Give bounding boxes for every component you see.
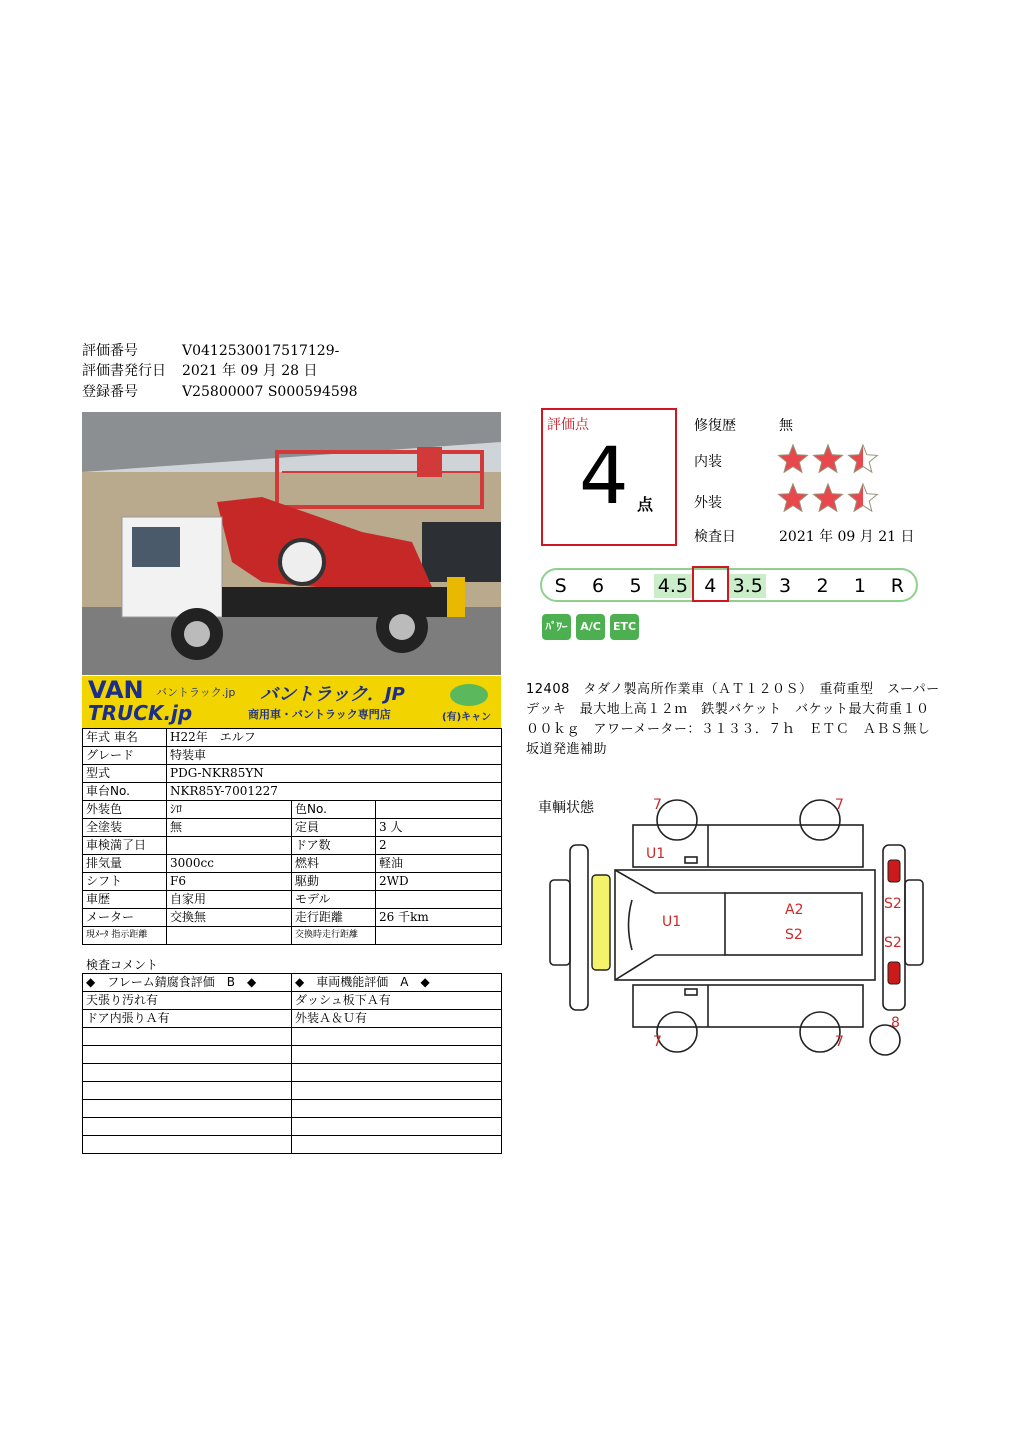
spec-row — [83, 819, 502, 837]
spec-key: 車検満了日 — [83, 837, 167, 855]
inspection-right — [292, 1100, 502, 1118]
inspection-right — [292, 1082, 502, 1100]
mascot-icon — [450, 684, 488, 706]
banner-headline: バントラック．JP — [260, 684, 405, 705]
banner-subtitle: 商用車・バントラック専門店 — [248, 708, 391, 721]
repair-label: 修復歴 — [694, 418, 736, 434]
inspection-left — [83, 1064, 292, 1082]
interior-star-fill-1 — [814, 445, 843, 472]
exterior-star-fill-1 — [814, 484, 843, 511]
spec-key: メーター — [83, 909, 167, 927]
spec-value: H22年 エルフ — [167, 729, 502, 747]
spec-value — [376, 801, 502, 819]
inspection-row — [83, 1064, 502, 1082]
registration-label: 登録番号 — [82, 384, 138, 400]
spec-value — [167, 927, 292, 945]
mark-tire-rear-left: 7 — [653, 1034, 662, 1050]
inspection-right — [292, 1064, 502, 1082]
inspection-right — [292, 1136, 502, 1154]
inspection-row — [83, 1082, 502, 1100]
badge-1: A/C — [576, 614, 605, 640]
spec-key: シフト — [83, 873, 167, 891]
badge-2: ETC — [610, 614, 639, 640]
spec-row — [83, 891, 502, 909]
inspection-table — [82, 973, 502, 1154]
interior-star-fill-0 — [779, 445, 808, 472]
spec-row — [83, 729, 502, 747]
scale-grade-1: 1 — [853, 575, 866, 597]
inspection-right — [292, 1028, 502, 1046]
spec-row — [83, 837, 502, 855]
vehicle-description: 12408 タダノ製高所作業車（ＡＴ１２０Ｓ） 重荷重型 スーパーデッキ 最大地上高１２ｍ 鉄製バケット バケット最大荷重１０００ｋｇ アワーメーター：３１３３．７ｈ ＥＴＣ ＡＢＳ無し 坂道発進補助 — [526, 682, 944, 757]
mark-cab: U1 — [662, 914, 682, 930]
spec-key: 色No. — [292, 801, 376, 819]
inspection-right: 外装Ａ＆Ｕ有 — [292, 1010, 502, 1028]
inspection-right: ダッシュ板下Ａ有 — [292, 992, 502, 1010]
spec-value: 特装車 — [167, 747, 502, 765]
spec-row — [83, 765, 502, 783]
exterior-star-fill-0 — [779, 484, 808, 511]
mark-spare: 8 — [891, 1015, 900, 1031]
badge-0: ﾊﾟﾜｰ — [542, 614, 571, 640]
inspect-date: 2021 年 09 月 21 日 — [779, 529, 915, 545]
spec-key: 走行距離 — [292, 909, 376, 927]
eval-number: V0412530017517129- — [182, 343, 340, 359]
spec-key: 型式 — [83, 765, 167, 783]
spec-key: 現ﾒｰﾀ 指示距離 — [83, 927, 167, 945]
banner-company: (有)キャン — [442, 712, 492, 723]
mark-bed-2: S2 — [785, 927, 803, 943]
banner-logo-url: バントラック.jp — [156, 686, 236, 699]
vehicle-diagram — [540, 790, 930, 1065]
spec-key: 車台No. — [83, 783, 167, 801]
spec-value: F6 — [167, 873, 292, 891]
spec-value: 軽油 — [376, 855, 502, 873]
grade-scale — [540, 568, 918, 602]
mark-tire-front-right: 7 — [835, 797, 844, 813]
spec-row — [83, 909, 502, 927]
inspection-row — [83, 1010, 502, 1028]
spec-key: ドア数 — [292, 837, 376, 855]
inspection-right — [292, 1046, 502, 1064]
scale-grade-5: 5 — [629, 575, 642, 597]
inspection-title: 検査コメント — [86, 958, 159, 972]
score-unit: 点 — [637, 495, 654, 514]
banner-logo-top: VAN — [88, 676, 144, 704]
spec-key: 車歴 — [83, 891, 167, 909]
spec-key: 排気量 — [83, 855, 167, 873]
spec-key: 駆動 — [292, 873, 376, 891]
spec-key: 外装色 — [83, 801, 167, 819]
inspection-left: 天張り汚れ有 — [83, 992, 292, 1010]
issue-date-label: 評価書発行日 — [82, 363, 166, 379]
spec-value: 自家用 — [167, 891, 292, 909]
frame-rating: ◆ フレーム錆腐食評価 B ◆ — [83, 974, 292, 992]
spec-key: モデル — [292, 891, 376, 909]
inspection-row — [83, 992, 502, 1010]
mark-bed-1: A2 — [785, 902, 804, 918]
spec-row — [83, 873, 502, 891]
inspection-right — [292, 1118, 502, 1136]
spec-value: 2 — [376, 837, 502, 855]
mark-rear-1: S2 — [884, 896, 902, 912]
inspection-row — [83, 1118, 502, 1136]
inspection-left — [83, 1136, 292, 1154]
inspection-left — [83, 1118, 292, 1136]
inspect-date-label: 検査日 — [694, 529, 736, 545]
spec-key: 年式 車名 — [83, 729, 167, 747]
scale-grade-6: 6 — [592, 575, 605, 597]
spec-key: グレード — [83, 747, 167, 765]
scale-grade-4.5: 4.5 — [654, 574, 691, 598]
inspection-left — [83, 1082, 292, 1100]
spec-value: 無 — [167, 819, 292, 837]
spec-table — [82, 728, 502, 945]
inspection-row — [83, 1100, 502, 1118]
issue-date-row — [82, 360, 318, 380]
spec-value: 2WD — [376, 873, 502, 891]
score-box — [541, 408, 677, 546]
spec-key: 交換時走行距離 — [292, 927, 376, 945]
scale-grade-3: 3 — [779, 575, 792, 597]
registration-number: V25800007 S000594598 — [182, 384, 358, 400]
diagram-title: 車輌状態 — [538, 800, 594, 816]
inspection-row — [83, 1046, 502, 1064]
spec-row — [83, 927, 502, 945]
score-label: 評価点 — [547, 417, 589, 433]
spec-row — [83, 747, 502, 765]
mark-rear-2: S2 — [884, 935, 902, 951]
scale-grade-S: S — [554, 575, 567, 597]
function-rating: ◆ 車両機能評価 A ◆ — [292, 974, 502, 992]
spec-key: 定員 — [292, 819, 376, 837]
repair-value: 無 — [779, 418, 793, 434]
banner-logo-bottom: TRUCK.jp — [88, 701, 193, 725]
scale-grade-R: R — [890, 575, 904, 597]
exterior-stars — [776, 482, 884, 516]
mark-door: U1 — [646, 846, 666, 862]
spec-value: 3000cc — [167, 855, 292, 873]
spec-row — [83, 801, 502, 819]
issue-date: 2021 年 09 月 28 日 — [182, 363, 318, 379]
registration-row — [82, 381, 358, 401]
spec-row — [83, 855, 502, 873]
interior-label: 内装 — [694, 454, 722, 470]
spec-value — [376, 891, 502, 909]
dealer-banner — [82, 676, 501, 728]
inspection-left — [83, 1028, 292, 1046]
scale-grade-2: 2 — [816, 575, 829, 597]
score-value: 4 — [579, 432, 629, 522]
spec-key: 燃料 — [292, 855, 376, 873]
mark-tire-front-left: 7 — [653, 797, 662, 813]
spec-value — [376, 927, 502, 945]
inspection-row — [83, 1028, 502, 1046]
eval-number-row — [82, 340, 339, 360]
exterior-label: 外装 — [694, 495, 722, 511]
spec-value: 交換無 — [167, 909, 292, 927]
eval-number-label: 評価番号 — [82, 343, 138, 359]
spec-key: 全塗装 — [83, 819, 167, 837]
spec-value: ｼﾛ — [167, 801, 292, 819]
inspection-row — [83, 1136, 502, 1154]
scale-grade-3.5: 3.5 — [729, 574, 766, 598]
interior-stars — [776, 443, 884, 477]
mark-tire-rear-right: 7 — [835, 1034, 844, 1050]
inspection-left: ドア内張りＡ有 — [83, 1010, 292, 1028]
spec-value — [167, 837, 292, 855]
spec-row — [83, 783, 502, 801]
spec-value: NKR85Y-7001227 — [167, 783, 502, 801]
inspection-left — [83, 1100, 292, 1118]
scale-grade-4: 4 — [692, 566, 729, 602]
inspection-left — [83, 1046, 292, 1064]
spec-value: 26 千km — [376, 909, 502, 927]
spec-value: 3 人 — [376, 819, 502, 837]
spec-value: PDG-NKR85YN — [167, 765, 502, 783]
vehicle-photo — [82, 412, 501, 675]
